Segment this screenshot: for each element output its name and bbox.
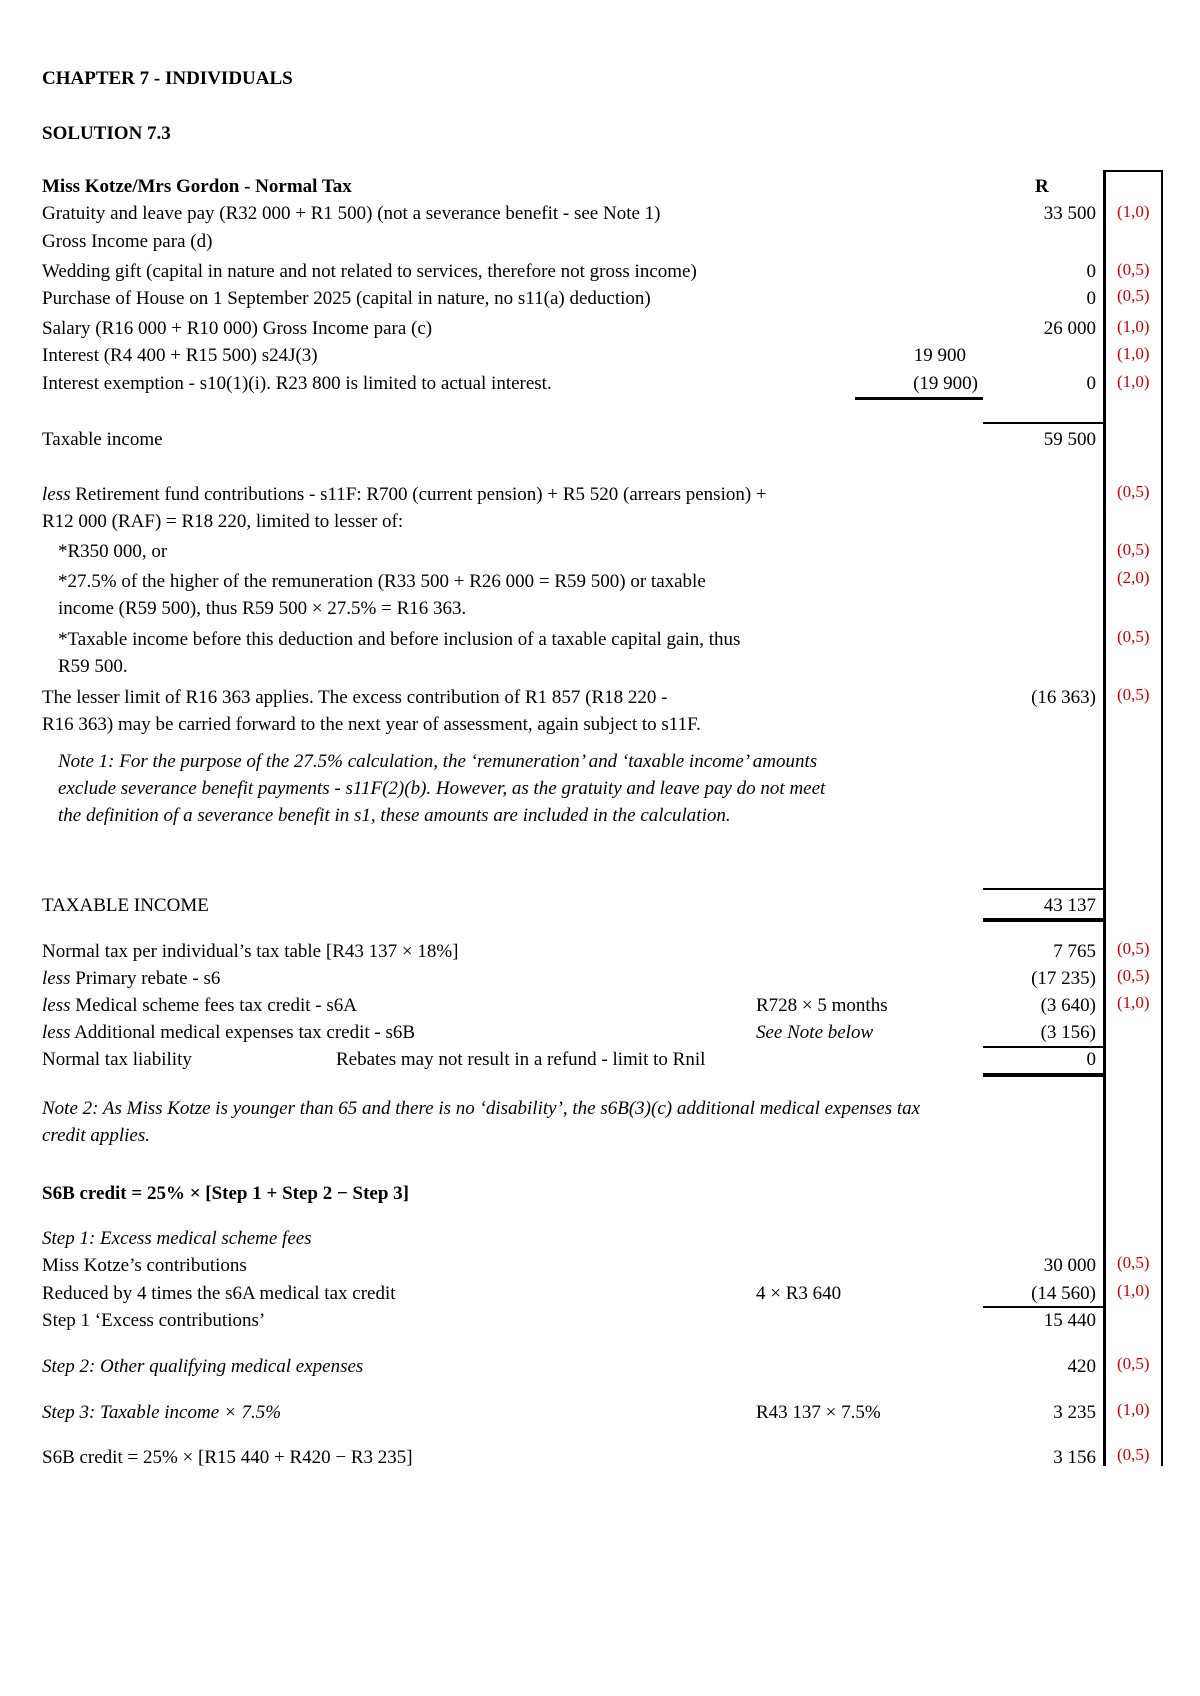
retirement-line-2: R12 000 (RAF) = R18 220, limited to lesser of: xyxy=(42,511,404,532)
taxable-income-label: Taxable income xyxy=(42,429,163,450)
row-salary-amount: 26 000 xyxy=(1043,318,1096,339)
step3-mid: R43 137 × 7.5% xyxy=(756,1402,881,1423)
note1-line-1: Note 1: For the purpose of the 27.5% calculation, the ‘remuneration’ and ‘taxable income’ amounts xyxy=(58,751,818,772)
mark: (1,0) xyxy=(1117,372,1150,391)
s6b-final-desc: S6B credit = 25% × [R15 440 + R420 − R3 235] xyxy=(42,1447,413,1468)
mark: (0,5) xyxy=(1117,286,1150,305)
marks-column-border xyxy=(1161,170,1163,1466)
currency-header: R xyxy=(1035,176,1049,197)
row-wedding-gift-amount: 0 xyxy=(1086,261,1096,282)
right-margin-border xyxy=(1103,170,1106,1466)
mark: (1,0) xyxy=(1117,1281,1150,1300)
s6b-text: Additional medical expenses tax credit - s6B xyxy=(74,1022,416,1043)
s6a-text: Medical scheme fees tax credit - s6A xyxy=(75,995,357,1016)
step1-title: Step 1: Excess medical scheme fees xyxy=(42,1228,312,1249)
row-gratuity-desc: Gratuity and leave pay (R32 000 + R1 500) (not a severance benefit - see Note 1) xyxy=(42,203,661,224)
step1-reduction-mid: 4 × R3 640 xyxy=(756,1283,842,1304)
tax-row-s6a-mid: R728 × 5 months xyxy=(756,995,888,1016)
tax-liability-amount: 0 xyxy=(1086,1049,1096,1070)
mark: (0,5) xyxy=(1117,1445,1150,1464)
step2-amount: 420 xyxy=(1067,1356,1096,1377)
tax-row-s6b-mid: See Note below xyxy=(756,1022,874,1043)
tax-row-s6b-desc: less Additional medical expenses tax credit - s6B xyxy=(42,1022,416,1043)
tax-row-primary-rebate-desc: less Primary rebate - s6 xyxy=(42,968,221,989)
tax-liability-note: Rebates may not result in a refund - limit to Rnil xyxy=(336,1049,706,1070)
row-gross-income-para-d: Gross Income para (d) xyxy=(42,231,213,252)
step1-excess-desc: Step 1 ‘Excess contributions’ xyxy=(42,1310,266,1331)
tax-row-s6a-amount: (3 640) xyxy=(1040,995,1096,1016)
tax-row-s6a-desc: less Medical scheme fees tax credit - s6A xyxy=(42,995,357,1016)
note1-line-3: the definition of a severance benefit in s1, these amounts are included in the calculation. xyxy=(58,805,731,826)
mark: (2,0) xyxy=(1117,568,1150,587)
row-house-amount: 0 xyxy=(1086,288,1096,309)
mark: (1,0) xyxy=(1117,317,1150,336)
row-interest-mid: 19 900 xyxy=(913,345,966,366)
tax-row-s6b-amount: (3 156) xyxy=(1040,1022,1096,1043)
retirement-bullet-2b: income (R59 500), thus R59 500 × 27.5% = R16 363. xyxy=(58,598,467,619)
retirement-line-1-text: Retirement fund contributions - s11F: R700 (current pension) + R5 520 (arrears pension) + xyxy=(75,484,767,505)
retirement-bullet-2a: *27.5% of the higher of the remuneration (R33 500 + R26 000 = R59 500) or taxable xyxy=(58,571,706,592)
mark: (1,0) xyxy=(1117,1400,1150,1419)
step1-reduction-amount: (14 560) xyxy=(1031,1283,1096,1304)
chapter-heading: CHAPTER 7 - INDIVIDUALS xyxy=(42,68,293,89)
row-interest-desc: Interest (R4 400 + R15 500) s24J(3) xyxy=(42,345,318,366)
tax-row-primary-rebate-amount: (17 235) xyxy=(1031,968,1096,989)
retirement-bullet-3b: R59 500. xyxy=(58,656,128,677)
row-gratuity-amount: 33 500 xyxy=(1043,203,1096,224)
right-box-top xyxy=(1103,170,1163,172)
note2-line-2: credit applies. xyxy=(42,1125,150,1146)
underline xyxy=(983,1306,1103,1308)
mark: (0,5) xyxy=(1117,540,1150,559)
step1-excess-amount: 15 440 xyxy=(1043,1310,1096,1331)
s6b-heading: S6B credit = 25% × [Step 1 + Step 2 − Step 3] xyxy=(42,1183,410,1204)
retirement-conclusion-1: The lesser limit of R16 363 applies. The excess contribution of R1 857 (R18 220 - xyxy=(42,687,668,708)
row-interest-exemption-desc: Interest exemption - s10(1)(i). R23 800 is limited to actual interest. xyxy=(42,373,552,394)
step1-contributions-amount: 30 000 xyxy=(1043,1255,1096,1276)
mark: (0,5) xyxy=(1117,966,1150,985)
step3-desc: Step 3: Taxable income × 7.5% xyxy=(42,1402,282,1423)
note1-line-2: exclude severance benefit payments - s11F(2)(b). However, as the gratuity and leave pay do not meet xyxy=(58,778,826,799)
subtotal-line xyxy=(983,422,1103,424)
mark: (0,5) xyxy=(1117,482,1150,501)
double-underline xyxy=(983,1073,1103,1077)
row-interest-exemption-amount: 0 xyxy=(1086,373,1096,394)
row-salary-desc: Salary (R16 000 + R10 000) Gross Income para (c) xyxy=(42,318,433,339)
retirement-line-1: less Retirement fund contributions - s11F: R700 (current pension) + R5 520 (arrears pension) + xyxy=(42,484,767,505)
taxable-income-caps-label: TAXABLE INCOME xyxy=(42,895,209,916)
step3-amount: 3 235 xyxy=(1053,1402,1096,1423)
mark: (0,5) xyxy=(1117,1253,1150,1272)
row-interest-exemption-mid: (19 900) xyxy=(913,373,978,394)
step1-contributions-desc: Miss Kotze’s contributions xyxy=(42,1255,247,1276)
mark: (1,0) xyxy=(1117,344,1150,363)
solution-heading: SOLUTION 7.3 xyxy=(42,123,171,144)
tax-row-normal-tax-amount: 7 765 xyxy=(1053,941,1096,962)
row-wedding-gift-desc: Wedding gift (capital in nature and not related to services, therefore not gross income) xyxy=(42,261,697,282)
row-house-desc: Purchase of House on 1 September 2025 (capital in nature, no s11(a) deduction) xyxy=(42,288,651,309)
section-title: Miss Kotze/Mrs Gordon - Normal Tax xyxy=(42,176,352,197)
s6b-final-amount: 3 156 xyxy=(1053,1447,1096,1468)
retirement-bullet-1: *R350 000, or xyxy=(58,541,168,562)
taxable-income-top-line xyxy=(983,888,1103,890)
double-underline xyxy=(983,918,1103,922)
retirement-amount: (16 363) xyxy=(1031,687,1096,708)
underline xyxy=(855,397,983,400)
retirement-bullet-3a: *Taxable income before this deduction and before inclusion of a taxable capital gain, thus xyxy=(58,629,741,650)
mark: (0,5) xyxy=(1117,627,1150,646)
retirement-conclusion-2: R16 363) may be carried forward to the next year of assessment, again subject to s11F. xyxy=(42,714,701,735)
step1-reduction-desc: Reduced by 4 times the s6A medical tax credit xyxy=(42,1283,396,1304)
tax-liability-label: Normal tax liability xyxy=(42,1049,192,1070)
mark: (0,5) xyxy=(1117,260,1150,279)
mark: (0,5) xyxy=(1117,1354,1150,1373)
mark: (1,0) xyxy=(1117,202,1150,221)
note2-line-1: Note 2: As Miss Kotze is younger than 65 and there is no ‘disability’, the s6B(3)(c) additional medical expenses tax xyxy=(42,1098,921,1119)
mark: (0,5) xyxy=(1117,939,1150,958)
underline xyxy=(983,1046,1103,1048)
tax-row-normal-tax-desc: Normal tax per individual’s tax table [R43 137 × 18%] xyxy=(42,941,459,962)
taxable-income-caps-amount: 43 137 xyxy=(1043,895,1096,916)
mark: (0,5) xyxy=(1117,685,1150,704)
step2-desc: Step 2: Other qualifying medical expenses xyxy=(42,1356,364,1377)
mark: (1,0) xyxy=(1117,993,1150,1012)
taxable-income-amount: 59 500 xyxy=(1043,429,1096,450)
primary-rebate-text: Primary rebate - s6 xyxy=(75,968,221,989)
